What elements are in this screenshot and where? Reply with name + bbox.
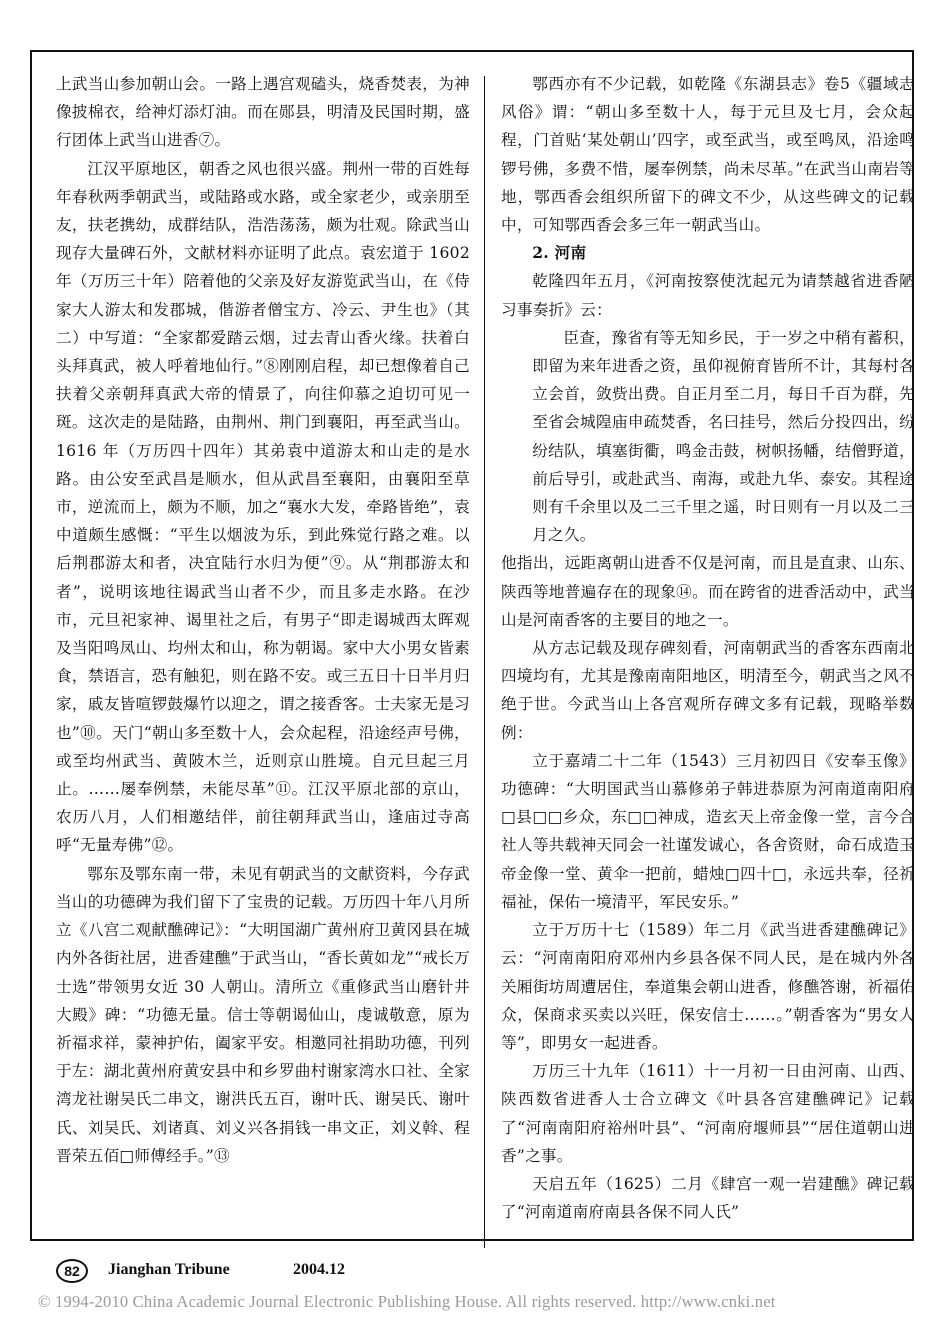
block-quote: 臣查，豫省有等无知乡民，于一岁之中稍有蓄积，即留为来年进香之资，虽仰视俯育皆所不计，其每村各立会首，敛赀出费。自正月至二月，每日千百为群，先至省会城隍庙申疏焚香，名曰挂号，然后分投四出，纷纷结队，填塞街衢，鸣金击鼓，树帜扬幡，结僧野道，前后导引，或赴武当、南海，或赴九华、泰安。其程途则有千余里以及二三千里之遥，时日则有一月以及二三月之久。 — [532, 328, 915, 545]
paragraph: 乾隆四年五月，《河南按察使沈起元为请禁越省进香陋习事奏折》云： — [501, 272, 915, 319]
paragraph: 从方志记载及现存碑刻看，河南朝武当的香客东西南北四境均有，尤其是豫南南阳地区，明清至今，朝武当之风不绝于世。今武当山上各宫观所存碑文多有记载，现略举数例： — [501, 639, 915, 742]
paragraph: 江汉平原地区，朝香之风也很兴盛。荆州一带的百姓每年春秋两季朝武当，或陆路或水路，或全家老少，或亲朋至友，扶老携幼，成群结队，浩浩荡荡，颇为壮观。除武当山现存大量碑石外，文献材料亦证明了此点。袁宏道于 1602 年（万历三十年）陪着他的父亲及好友游览武当山，在《侍家大人游太和发郡城，偕游者僧宝方、冷云、尹生也》（其二）中写道：“全家都爱踏云烟，过去青山香火缘。扶着白头拜真武，被人呼着地仙行。”⑧刚刚启程，却已想像着自己扶着父亲朝拜真武大帝的情景了，向往仰慕之迫切可见一斑。这次走的是陆路，由荆州、荆门到襄阳，再至武当山。1616 年（万历四十四年）其弟袁中道游太和山走的是水路。由公安至武昌是顺水，但从武昌至襄阳，由襄阳至草市，逆流而上，颇为不顺，加之“襄水大发，牵路皆绝”，袁中道颇生感慨：“平生以烟波为乐，到此殊觉行路之难。以后荆郡游太和者，决宜陆行水归为便”⑨。从“荆郡游太和者”，说明该地往谒武当山者不少，而且多走水路。在沙市，元旦祀家神、谒里社之后，有男子“即走谒城西太晖观及当阳鸣凤山、均州太和山，称为朝谒。家中大小男女皆素食，禁语言，恐有触犯，则在路不安。或三五日十日半月归家，戚友皆喧锣鼓爆竹以迎之，谓之接香客。士夫家无是习也”⑩。天门“朝山多至数十人，会众起程，沿途经声号佛，或至均州武当、黄陂木兰，近则京山胜境。自元旦起三月止。……屡奉例禁，未能尽革”⑪。江汉平原北部的京山，农历八月，人们相邀结伴，前往朝拜武当山，逢庙过寺高呼“无量寿佛”⑫。 — [56, 159, 470, 855]
paragraph: 天启五年（1625）二月《肆宫一观一岩建醮》碑记载了“河南道南府南县各保不同人氏” — [501, 1174, 915, 1222]
paragraph: 立于万历十七（1589）年二月《武当进香建醮碑记》云：“河南南阳府邓州内乡县各保不同人民，是在城内外各关厢街坊周遭居住，奉道集会朝山进香，修醮答谢，祈福佑众，保商求买卖以兴旺，保安信士……。”朝香客为“男女人等”，即男女一起进香。 — [501, 921, 915, 1052]
issue-date: 2004.12 — [293, 1261, 345, 1278]
copyright-notice: © 1994-2010 China Academic Journal Electronic Publishing House. All rights reserved. http://www.cnki.net — [38, 1292, 776, 1311]
right-column — [501, 70, 915, 1226]
page-frame — [30, 50, 914, 1241]
paragraph: 他指出，远距离朝山进香不仅是河南，而且是直隶、山东、陕西等地普遍存在的现象⑭。而在跨省的进香活动中，武当山是河南香客的主要目的地之一。 — [501, 554, 915, 629]
paragraph: 立于嘉靖二十二年（1543）三月初四日《安奉玉像》功德碑：“大明国武当山慕修弟子韩进恭原为河南道南阳府□县□□乡众，东□□神成，造玄天上帝金像一堂，言今合社人等共载神天同会一社谨发诚心，各舍资财，命石成造玉帝金像一堂、黄伞一把前，蜡烛□四十□，永远共奉，径祈福祉，保佑一境清平，军民安乐。” — [501, 751, 915, 911]
paragraph: 上武当山参加朝山会。一路上遇宫观磕头，烧香焚表，为神像披棉衣，给神灯添灯油。而在郧县，明清及民国时期，盛行团体上武当山进香⑦。 — [56, 75, 470, 150]
column-divider — [484, 76, 485, 1248]
section-heading: 2. 河南 — [532, 243, 587, 263]
paragraph: 鄂东及鄂东南一带，未见有朝武当的文献资料，今存武当山的功德碑为我们留下了宝贵的记载。万历四十年八月所立《八宫二观献醮碑记》：“大明国湖广黄州府卫黄冈县在城内外各街社居，进香建醮”于武当山，“香长黄如龙”“戒长万士选”带领男女近 30 人朝山。清所立《重修武当山磨针井大殿》碑：“功德无量。信士等朝谒仙山，虔诚敬意，原为祈福求祥，蒙神护佑，阖家平安。相邀同社捐助功德，刊列于左：湖北黄州府黄安县中和乡罗曲村谢家湾水口社、全家湾龙社谢吴氏二串文，谢洪氏五百，谢叶氏、谢吴氏、谢叶氏、刘吴氏、刘诸真、刘义兴各捐钱一串文正，刘义斡、程晋荣五佰□师傅经手。”⑬ — [56, 864, 470, 1165]
left-column — [56, 70, 470, 1170]
paragraph: 鄂西亦有不少记载，如乾隆《东湖县志》卷5《疆域志 风俗》谓：“朝山多至数十人，每于元旦及七月，会众起程，门首贴‘某处朝山’四字，或至武当，或至鸣凤，沿途鸣锣号佛，多费不惜，屡奉例禁，尚未尽革。”在武当山南岩等地，鄂西香会组织所留下的碑文不少，从这些碑文的记载中，可知鄂西香会多三年一朝武当山。 — [501, 75, 915, 235]
journal-name: Jianghan Tribune — [108, 1261, 230, 1278]
page-number-badge: 82 — [56, 1259, 88, 1283]
paragraph: 万历三十九年（1611）十一月初一日由河南、山西、陕西数省进香人士合立碑文《叶县各宫建醮碑记》记载了“河南南阳府裕州叶县”、“河南府堰师县”“居住道朝山进香”之事。 — [501, 1062, 915, 1165]
